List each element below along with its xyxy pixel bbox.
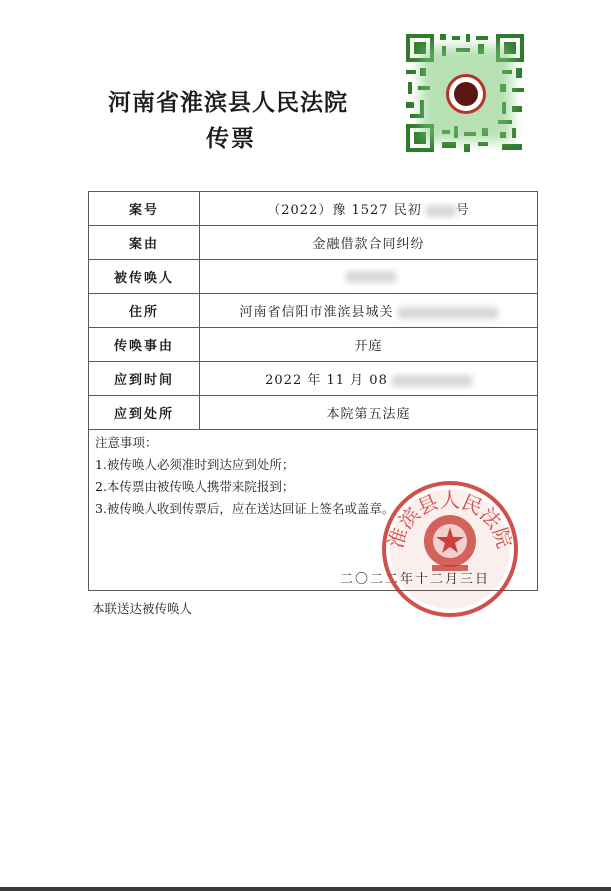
- row-appearance-place: [89, 396, 538, 430]
- residence-text: 河南省信阳市淮滨县城关: [239, 305, 394, 320]
- qr-seal-emblem-center: [454, 82, 478, 106]
- label-appearance-place: 应到处所: [89, 396, 200, 430]
- document-title: 传票: [206, 126, 256, 152]
- note-item: 3.被传唤人收到传票后，应在送达回证上签名或盖章。: [95, 501, 395, 516]
- value-appearance-place: 本院第五法庭: [200, 396, 538, 430]
- seal-text: 淮滨县人民法院: [383, 488, 517, 552]
- redaction-mark: [346, 271, 396, 283]
- court-name: 河南省淮滨县人民法院: [108, 90, 348, 116]
- label-case-cause: 案由: [89, 226, 200, 260]
- label-appearance-time: 应到时间: [89, 362, 200, 396]
- court-seal: [378, 477, 522, 621]
- row-residence: [89, 294, 538, 328]
- summons-table: [88, 191, 538, 430]
- row-summons-reason: [89, 328, 538, 362]
- row-summoned-person: [89, 260, 538, 294]
- redaction-mark: [398, 307, 498, 319]
- appearance-time-text: 2022 年 11 月 08: [265, 373, 388, 388]
- label-case-number: 案号: [89, 192, 200, 226]
- row-case-number: [89, 192, 538, 226]
- value-summoned-person: [200, 260, 538, 294]
- label-summons-reason: 传唤事由: [89, 328, 200, 362]
- label-summoned-person: 被传唤人: [89, 260, 200, 294]
- label-residence: 住所: [89, 294, 200, 328]
- footer-note: 本联送达被传唤人: [92, 601, 193, 616]
- note-item: 1.被传唤人必须准时到达应到处所；: [95, 457, 295, 472]
- case-number-text: （2022）豫 1527 民初: [267, 203, 422, 218]
- redaction-mark: [426, 205, 456, 217]
- case-number-suffix: 号: [455, 203, 470, 218]
- value-case-number: [200, 192, 538, 226]
- row-appearance-time: [89, 362, 538, 396]
- value-residence: [200, 294, 538, 328]
- value-summons-reason: 开庭: [200, 328, 538, 362]
- issue-date: 二〇二二年十二月三日: [340, 572, 491, 587]
- row-case-cause: [89, 226, 538, 260]
- page-bottom-edge: [0, 887, 611, 891]
- note-item: 2.本传票由被传唤人携带来院报到；: [95, 479, 295, 494]
- value-appearance-time: [200, 362, 538, 396]
- notes-title: 注意事项：: [95, 435, 158, 450]
- value-case-cause: 金融借款合同纠纷: [200, 226, 538, 260]
- redaction-mark: [392, 375, 472, 387]
